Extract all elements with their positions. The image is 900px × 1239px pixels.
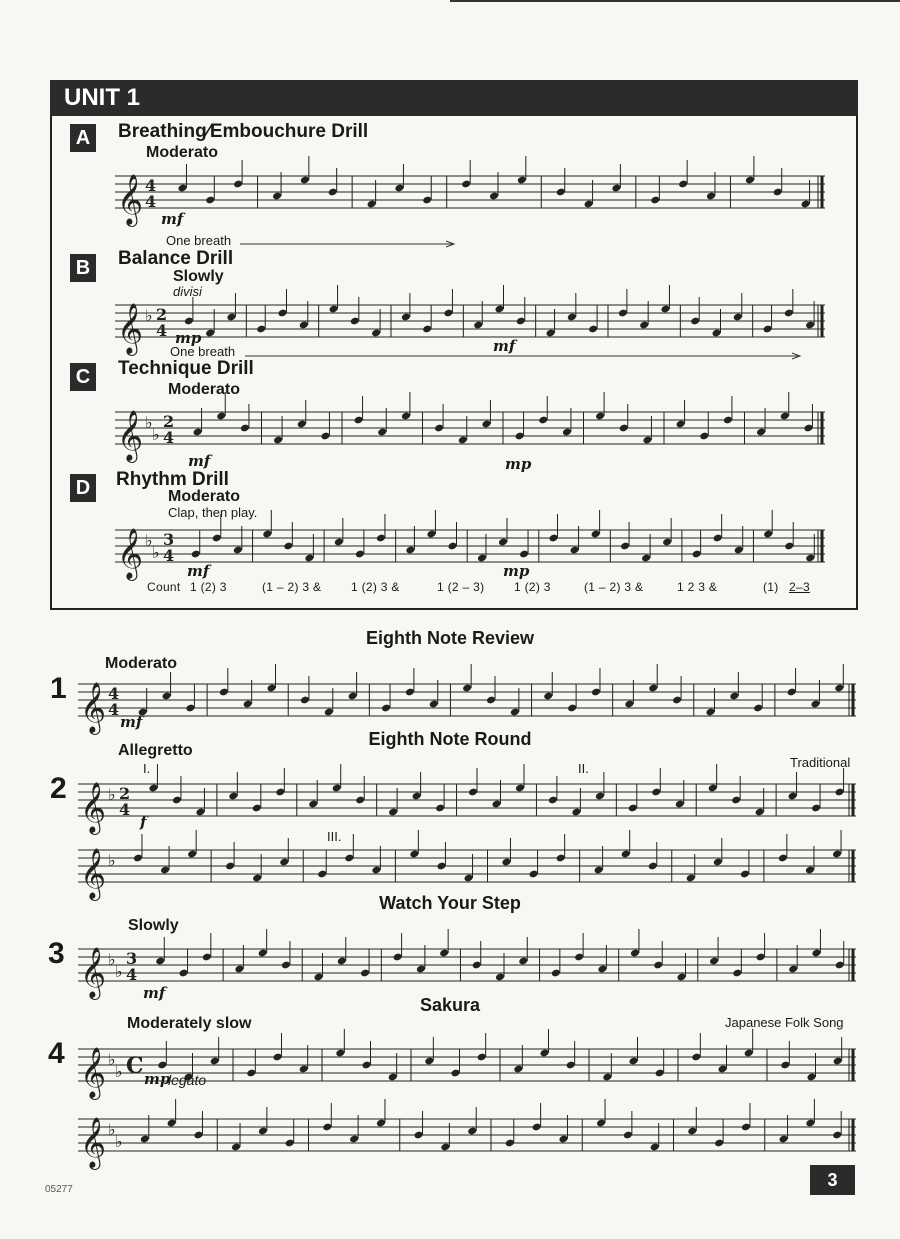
svg-text:𝄞: 𝄞 [117, 174, 144, 225]
breath-arrow-a [240, 240, 460, 248]
exercise-2-number: 2 [50, 772, 67, 805]
exercise-4-tempo: Moderately slow [127, 1015, 252, 1032]
exercise-2-staff-1 [78, 776, 856, 833]
svg-text:♭: ♭ [145, 413, 153, 432]
svg-text:4: 4 [108, 700, 120, 719]
exercise-1-title: Eighth Note Review [365, 628, 535, 648]
svg-text:2: 2 [119, 784, 131, 803]
exercise-4-title: Sakura [419, 995, 481, 1015]
section-a-tempo: Moderato [146, 144, 218, 161]
exercise-1-number: 1 [50, 672, 67, 705]
exercise-3-title: Watch Your Step [379, 893, 521, 913]
exercise-2-tempo: Allegretto [118, 742, 193, 759]
section-c-title: Technique Drill [118, 358, 254, 379]
section-d-title: Rhythm Drill [116, 469, 229, 490]
svg-text:♭: ♭ [145, 531, 153, 550]
svg-text:2: 2 [156, 305, 168, 324]
svg-text:♭: ♭ [145, 306, 153, 325]
svg-text:4: 4 [163, 546, 175, 565]
section-c-dynamic-mp: mp [505, 455, 532, 473]
exercise-2-staff-2 [78, 842, 856, 899]
svg-text:𝄞: 𝄞 [117, 528, 144, 579]
unit-title: UNIT 1 [50, 80, 858, 116]
exercise-4-number: 4 [48, 1037, 65, 1070]
svg-text:4: 4 [156, 321, 168, 340]
svg-text:4: 4 [145, 176, 157, 195]
svg-text:C: C [126, 1053, 144, 1079]
round-mark-2: II. [578, 761, 589, 776]
svg-text:♭: ♭ [108, 1050, 116, 1069]
section-c-badge: C [70, 363, 96, 391]
round-mark-3: III. [327, 829, 342, 844]
section-a-title: Breathing∕Embouchure Drill [118, 121, 369, 142]
svg-text:𝄞: 𝄞 [117, 303, 144, 354]
svg-text:♭: ♭ [115, 962, 123, 981]
svg-text:4: 4 [145, 192, 157, 211]
exercise-2-title: Eighth Note Round [368, 729, 532, 749]
section-b-badge: B [70, 254, 96, 282]
exercise-3-dynamic: mf [143, 984, 166, 1002]
section-c-dynamic-mf: mf [188, 452, 211, 470]
count-2: (1 – 2) 3 & [262, 580, 322, 594]
svg-text:♭: ♭ [152, 425, 160, 444]
section-d-dynamic-mf: mf [187, 562, 210, 580]
svg-text:♭: ♭ [152, 543, 160, 562]
section-a-badge: A [70, 124, 96, 152]
breath-arrow-b [245, 352, 805, 360]
count-6: (1 – 2) 3 & [584, 580, 644, 594]
svg-text:3: 3 [163, 530, 175, 549]
section-b-tempo: Slowly [173, 268, 224, 285]
svg-text:♭: ♭ [115, 1062, 123, 1081]
exercise-3-tempo: Slowly [128, 917, 179, 934]
exercise-4-staff-2 [78, 1111, 856, 1168]
count-5: 1 (2) 3 [514, 580, 551, 594]
section-b-title: Balance Drill [118, 248, 234, 269]
page-number: 3 [810, 1165, 855, 1195]
section-b-dynamic-mp: mp [175, 329, 202, 347]
count-9: 2–3 [789, 580, 810, 594]
svg-text:♭: ♭ [108, 851, 116, 870]
svg-text:3: 3 [126, 949, 138, 968]
exercise-1-tempo: Moderato [105, 655, 177, 672]
exercise-4-dynamic: mp [144, 1070, 171, 1088]
exercise-4-credit: Japanese Folk Song [725, 1015, 844, 1030]
section-b-breath-note: One breath [170, 344, 236, 359]
section-c-tempo: Moderato [168, 381, 240, 398]
count-8: (1) [763, 580, 779, 594]
top-rule [450, 0, 900, 2]
svg-text:4: 4 [108, 684, 120, 703]
section-d-badge: D [70, 474, 96, 502]
count-4: 1 (2 – 3) [437, 580, 485, 594]
svg-text:♭: ♭ [115, 1132, 123, 1151]
svg-text:𝄞: 𝄞 [80, 682, 107, 733]
svg-text:♭: ♭ [108, 1120, 116, 1139]
svg-text:4: 4 [126, 965, 138, 984]
svg-text:2: 2 [163, 412, 175, 431]
svg-text:♭: ♭ [108, 785, 116, 804]
section-d-tempo: Moderato [168, 488, 240, 505]
svg-text:4: 4 [119, 800, 131, 819]
section-b-dynamic-mf: mf [493, 337, 516, 355]
count-3: 1 (2) 3 & [351, 580, 400, 594]
svg-text:𝄞: 𝄞 [117, 410, 144, 461]
section-d-instruction: Clap, then play. [168, 505, 258, 520]
round-mark-1: I. [143, 761, 151, 776]
exercise-1-dynamic: mf [120, 713, 143, 731]
svg-text:𝄞: 𝄞 [80, 848, 107, 899]
exercise-2-credit: Traditional [790, 755, 851, 770]
exercise-3-number: 3 [48, 937, 65, 970]
svg-text:𝄞: 𝄞 [80, 782, 107, 833]
count-label: Count [147, 580, 181, 594]
section-d-dynamic-mp: mp [503, 562, 530, 580]
count-7: 1 2 3 & [677, 580, 718, 594]
section-a-dynamic: mf [161, 210, 184, 228]
catalog-code: 05277 [45, 1184, 73, 1195]
section-b-divisi: divisi [173, 284, 202, 299]
count-1: 1 (2) 3 [190, 580, 227, 594]
svg-text:𝄞: 𝄞 [80, 947, 107, 998]
exercise-2-dynamic: f [140, 813, 147, 831]
svg-text:4: 4 [163, 428, 175, 447]
exercise-4-expression: legato [168, 1072, 207, 1088]
exercise-1-staff [78, 676, 856, 733]
section-a-breath-note: One breath [166, 233, 232, 248]
svg-text:♭: ♭ [108, 950, 116, 969]
svg-text:𝄞: 𝄞 [80, 1047, 107, 1098]
svg-text:𝄞: 𝄞 [80, 1117, 107, 1168]
